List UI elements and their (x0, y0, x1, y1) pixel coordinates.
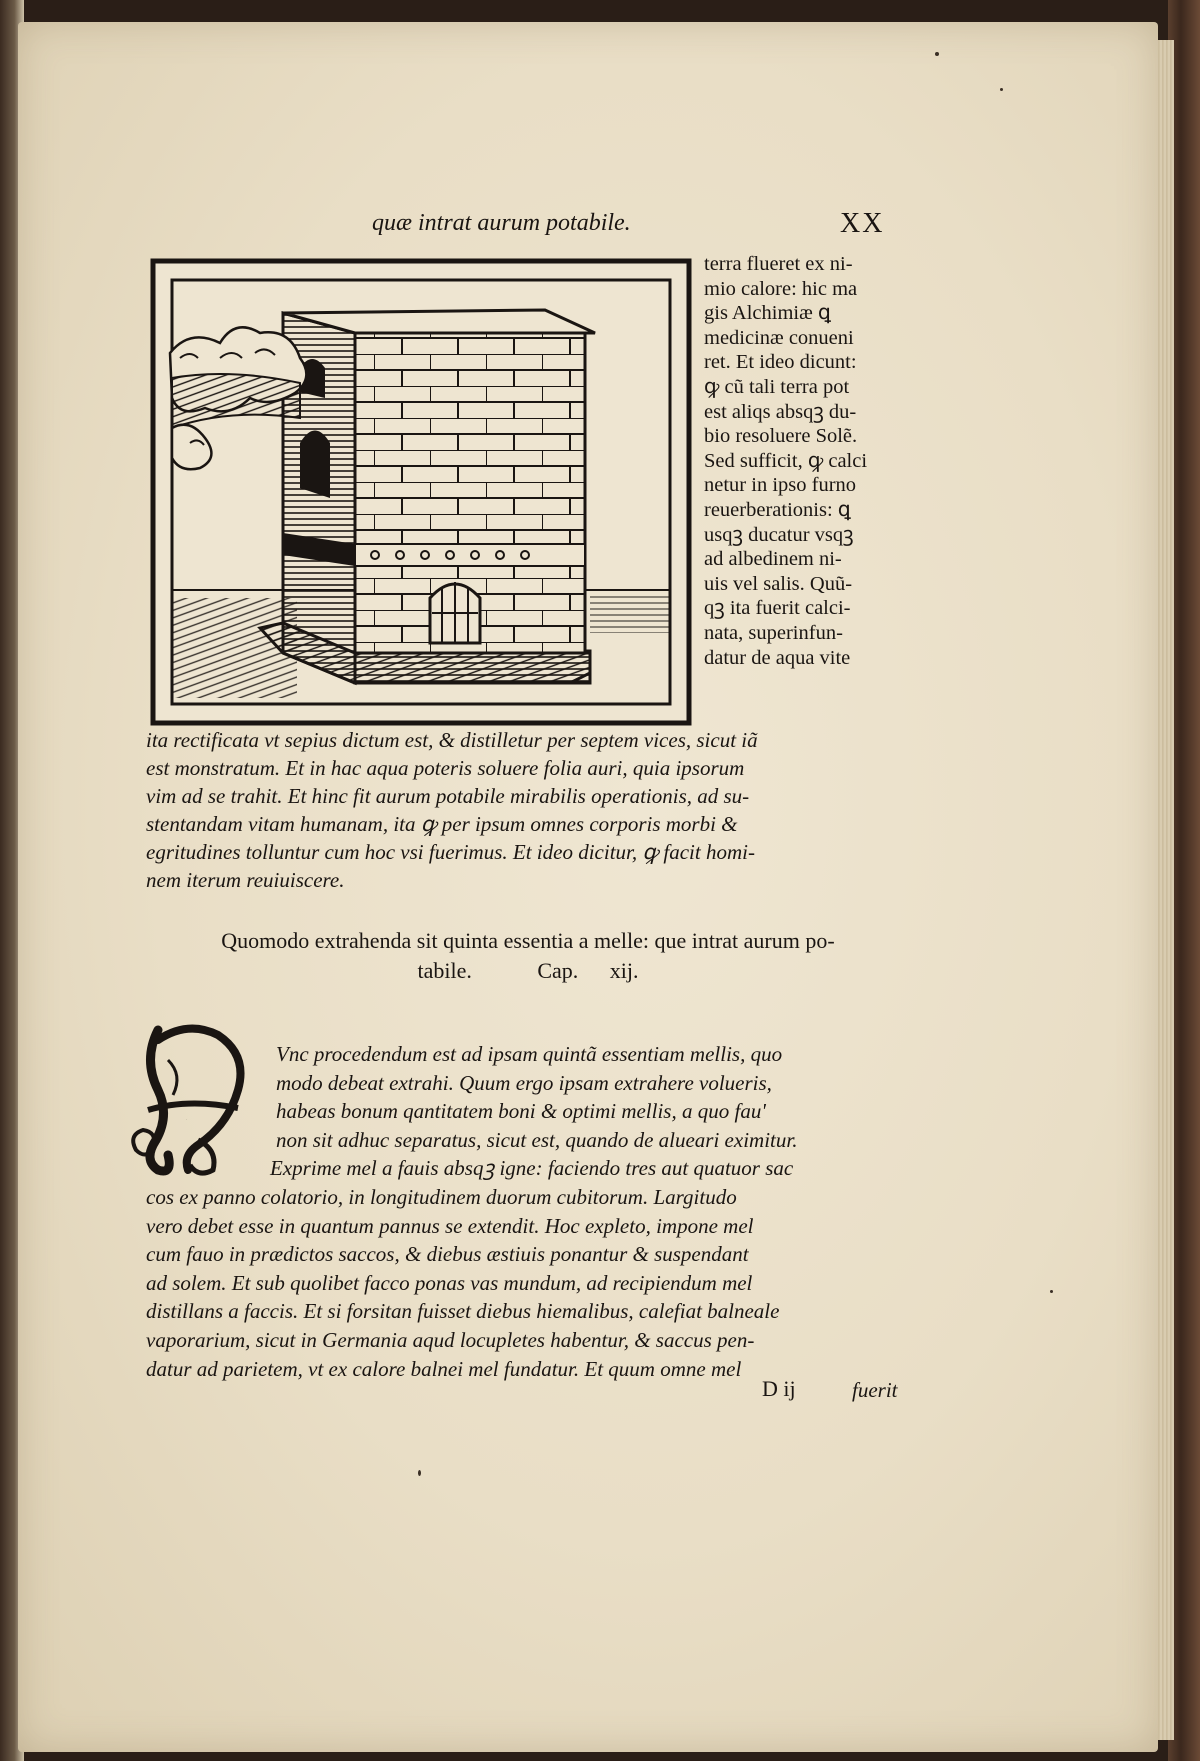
paragraph-line: Vnc procedendum est ad ipsam quintã essentiam mellis, quo (276, 1042, 783, 1066)
side-line: datur de aqua vite (704, 646, 851, 669)
side-line: ad albedinem ni- (704, 548, 842, 571)
paragraph-line: cum fauo in prædictos saccos, & diebus æstiuis ponantur & suspendant (146, 1242, 749, 1267)
paragraph-line: ad solem. Et sub quolibet facco ponas vas mundum, ad recipiendum mel (146, 1270, 753, 1295)
folio-number: XX (840, 208, 885, 239)
running-head: quæ intrat aurum potabile. (372, 210, 631, 236)
side-line: netur in ipso furno (704, 474, 857, 497)
paragraph-line: modo debeat extrahi. Quum ergo ipsam extrahere volueris, (276, 1070, 772, 1095)
chapter-paragraph (146, 1040, 906, 1383)
side-line: usqꝫ ducatur vsqꝫ (704, 523, 854, 546)
signature-mark: D ij (762, 1376, 796, 1401)
side-line: nata, superinfun- (704, 621, 843, 644)
side-line: gis Alchimiæ ꝗ (704, 302, 831, 325)
chapter-number: xij. (609, 958, 639, 983)
chapter-heading-line1: Quomodo extrahenda sit quinta essentia a melle: que intrat aurum po- (221, 928, 835, 953)
paragraph-line: vero debet esse in quantum pannus se extendit. Hoc expleto, impone mel (146, 1213, 754, 1238)
chapter-label: Cap. (537, 958, 579, 983)
side-line: mio calore: hic ma (704, 277, 858, 300)
side-column-text (704, 252, 900, 670)
side-line: ꝙ cũ tali terra pot (704, 375, 850, 398)
body-line: ita rectificata vt sepius dictum est, & distilletur per septem vices, sicut iã (146, 728, 758, 752)
body-line: vim ad se trahit. Et hinc fit aurum potabile mirabilis operationis, ad su- (146, 784, 750, 808)
side-line: qꝫ ita fuerit calci- (704, 597, 851, 620)
paragraph-line: cos ex panno colatorio, in longitudinem duorum cubitorum. Largitudo (146, 1184, 737, 1209)
body-line: est monstratum. Et in hac aqua poteris soluere folia auri, quia ipsorum (146, 756, 745, 780)
body-line: nem iterum reuiuiscere. (146, 868, 345, 892)
body-line: stentandam vitam humanam, ita ꝙ per ipsum omnes corporis morbi & (146, 812, 738, 836)
paper-speck (935, 52, 939, 56)
paragraph-line: datur ad parietem, vt ex calore balnei mel fundatur. Et quum omne mel (146, 1356, 742, 1381)
paper-speck (1050, 1290, 1053, 1293)
chapter-heading (148, 926, 908, 986)
furnace-woodcut-illustration (150, 258, 694, 730)
paragraph-line: Exprime mel a fauis absqꝫ igne: faciendo tres aut quatuor sac (270, 1156, 794, 1181)
side-line: uis vel salis. Quũ- (704, 572, 853, 595)
body-text-block (146, 726, 906, 894)
side-line: reuerberationis: ꝗ (704, 498, 851, 521)
paragraph-line: distillans a faccis. Et si forsitan fuisset diebus hiemalibus, calefiat balneale (146, 1299, 780, 1324)
paper-speck (418, 1470, 421, 1476)
side-line: ret. Et ideo dicunt: (704, 351, 857, 374)
paragraph-line: non sit adhuc separatus, sicut est, quando de alueari eximitur. (276, 1127, 798, 1152)
side-line: medicinæ conueni (704, 326, 854, 349)
side-line: est aliqs absqꝫ du- (704, 400, 857, 423)
side-line: terra flueret ex ni- (704, 253, 853, 275)
side-line: bio resoluere Solẽ. (704, 425, 858, 448)
body-line: egritudines tolluntur cum hoc vsi fuerimus. Et ideo dicitur, ꝙ facit homi- (146, 840, 755, 864)
paragraph-line: habeas bonum qantitatem boni & optimi mellis, a quo fau' (276, 1099, 766, 1124)
chapter-heading-line2: tabile. (417, 958, 472, 983)
paper-speck (1000, 88, 1003, 91)
side-line: Sed sufficit, ꝙ calci (704, 449, 868, 472)
paragraph-line: vaporarium, sicut in Germania aqud locupletes habentur, & saccus pen- (146, 1327, 755, 1352)
catchword: fuerit (852, 1378, 898, 1402)
svg-text:H: H (186, 1120, 187, 1121)
